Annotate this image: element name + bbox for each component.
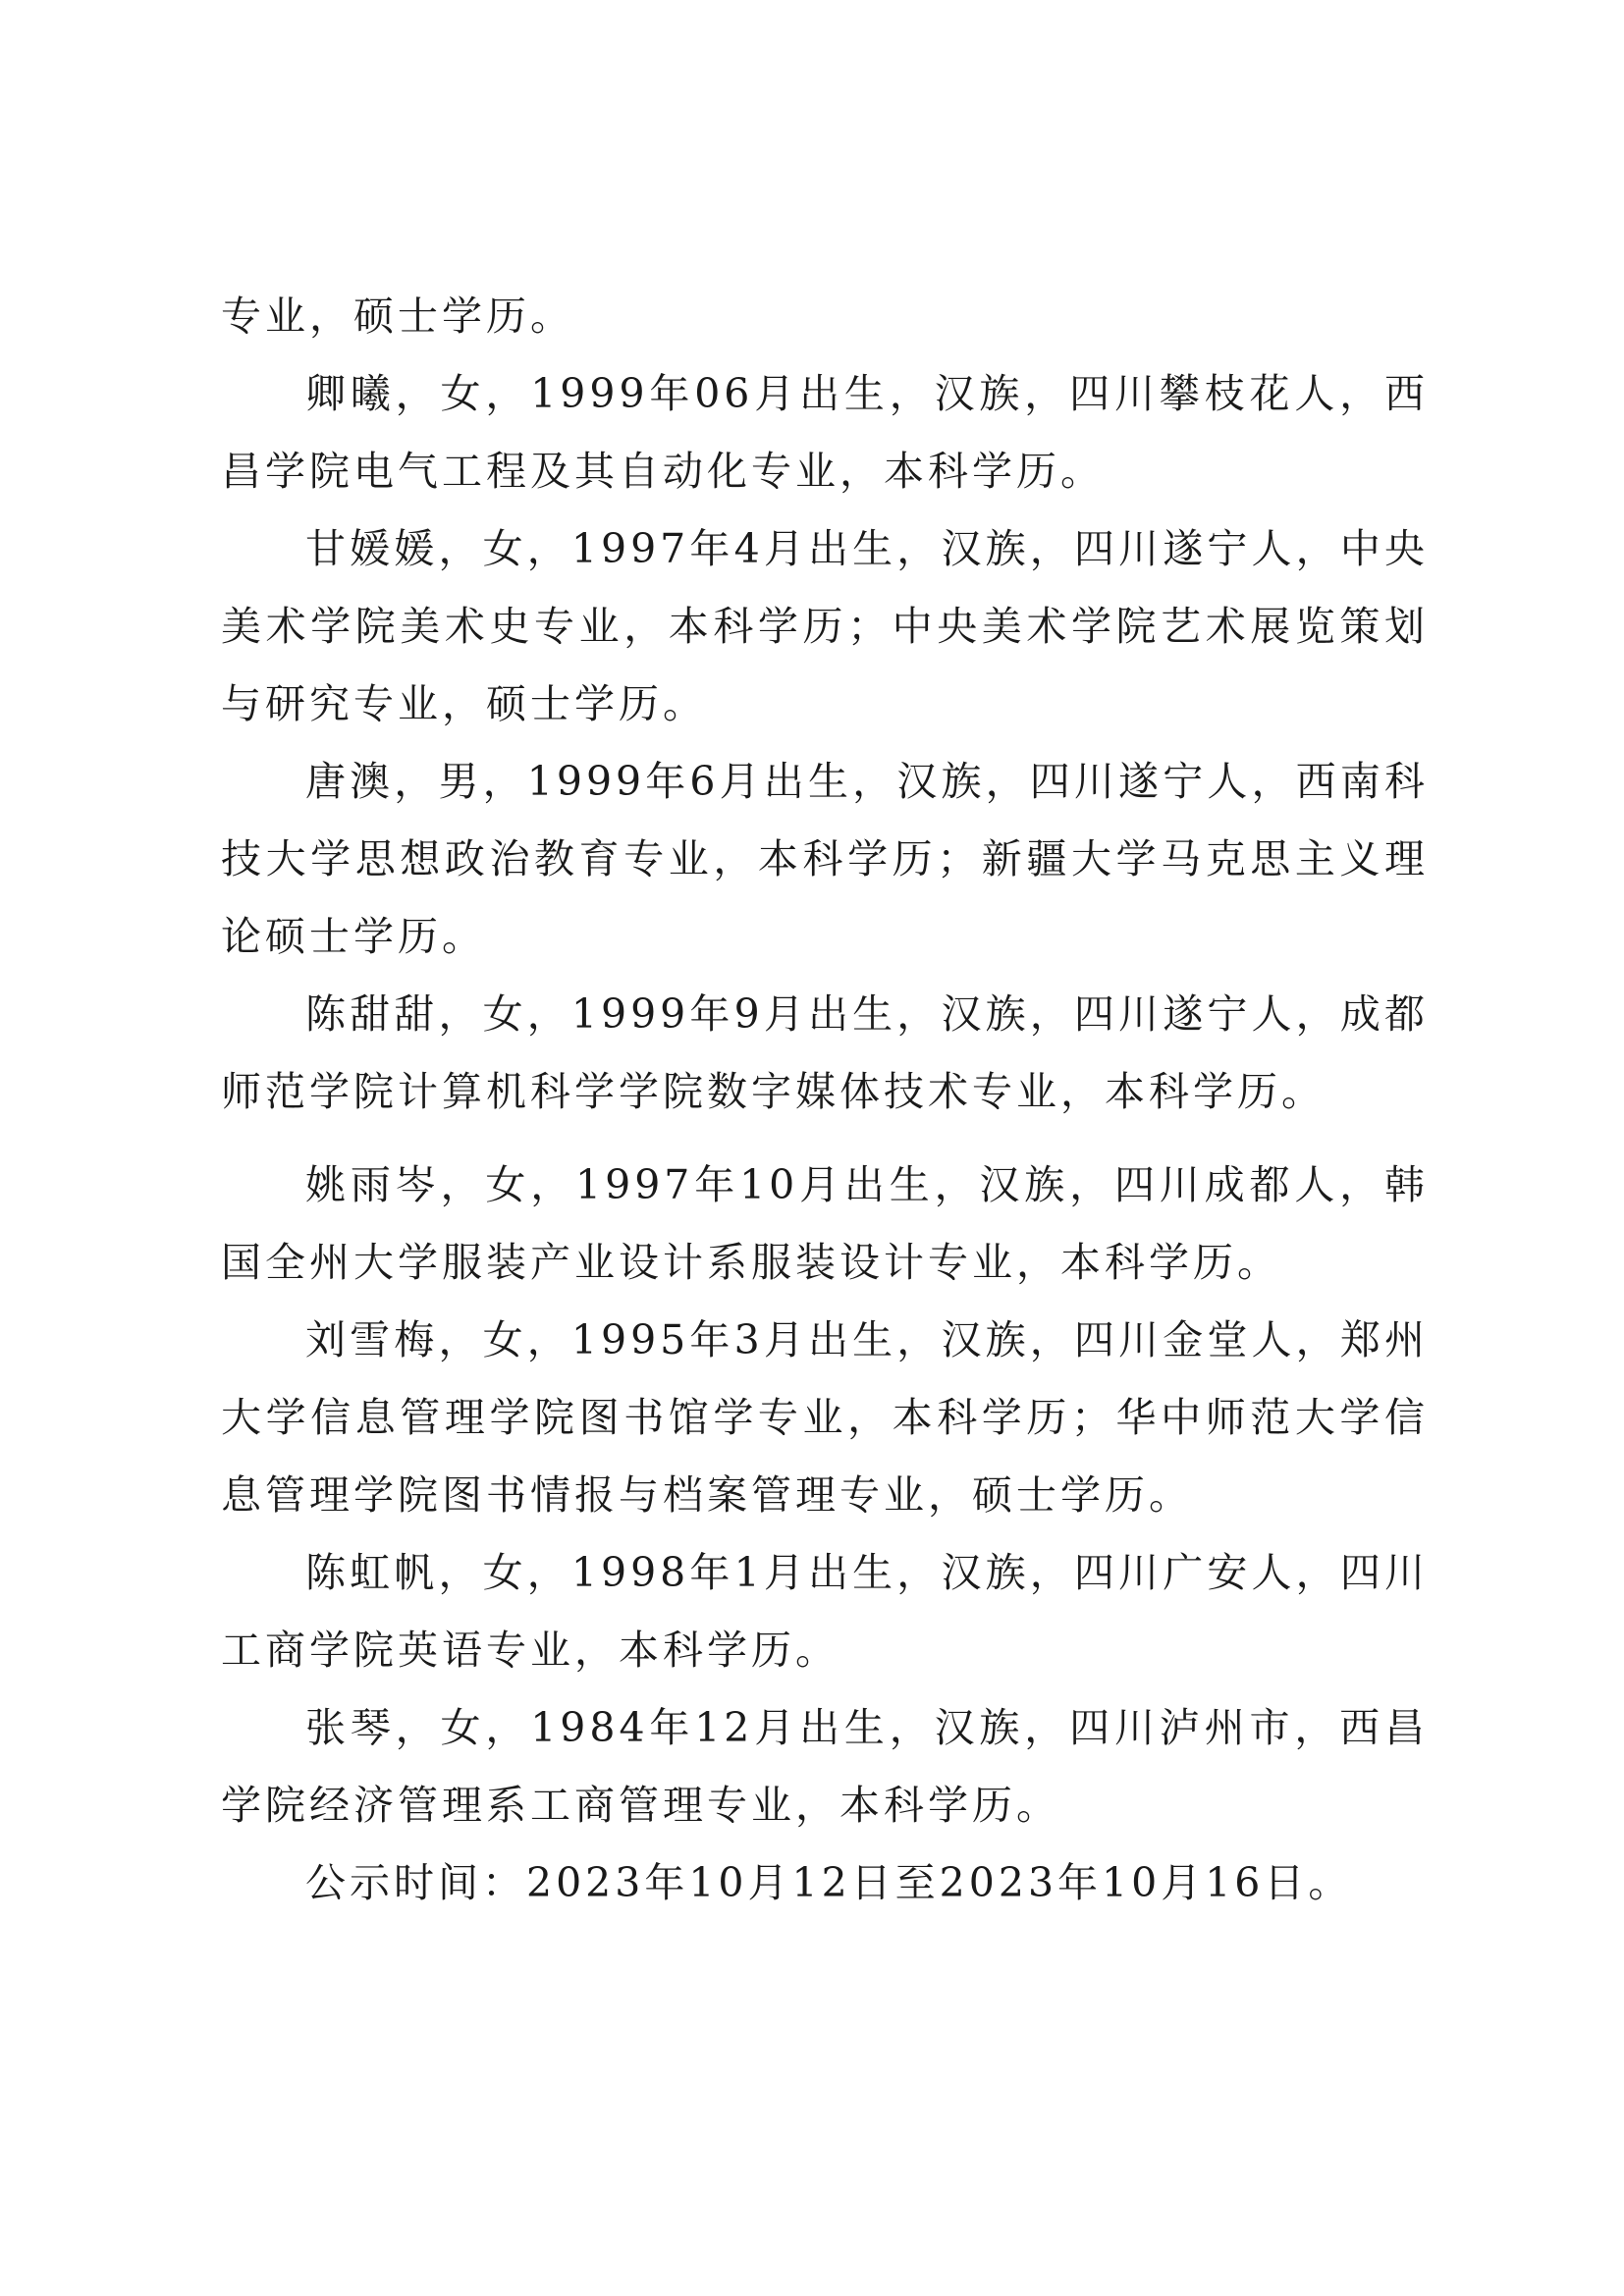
document-body xyxy=(221,278,1429,1922)
publicity-period: 公示时间：2023年10月12日至2023年10月16日。 xyxy=(305,1859,1353,1906)
candidate-entry-2: 甘媛媛，女，1997年4月出生，汉族，四川遂宁人，中央美术学院美术史专业，本科学历；中央美术学院艺术展览策划与研究专业，硕士学历。 xyxy=(221,525,1429,727)
candidate-entry-5: 姚雨岑，女，1997年10月出生，汉族，四川成都人，韩国全州大学服装产业设计系服装设计专业，本科学历。 xyxy=(221,1161,1429,1286)
candidate-entry-7: 陈虹帆，女，1998年1月出生，汉族，四川广安人，四川工商学院英语专业，本科学历。 xyxy=(221,1549,1429,1674)
candidate-entry-3: 唐澳，男，1999年6月出生，汉族，四川遂宁人，西南科技大学思想政治教育专业，本科学历；新疆大学马克思主义理论硕士学历。 xyxy=(221,758,1429,960)
continuation-paragraph: 专业，硕士学历。 xyxy=(221,293,574,340)
candidate-entry-8: 张琴，女，1984年12月出生，汉族，四川泸州市，西昌学院经济管理系工商管理专业，本科学历。 xyxy=(221,1704,1429,1829)
candidate-entry-1: 卿曦，女，1999年06月出生，汉族，四川攀枝花人，西昌学院电气工程及其自动化专业，本科学历。 xyxy=(221,370,1429,495)
candidate-entry-6: 刘雪梅，女，1995年3月出生，汉族，四川金堂人，郑州大学信息管理学院图书馆学专业，本科学历；华中师范大学信息管理学院图书情报与档案管理专业，硕士学历。 xyxy=(221,1316,1429,1519)
candidate-entry-4: 陈甜甜，女，1999年9月出生，汉族，四川遂宁人，成都师范学院计算机科学学院数字媒体技术专业，本科学历。 xyxy=(221,990,1429,1115)
